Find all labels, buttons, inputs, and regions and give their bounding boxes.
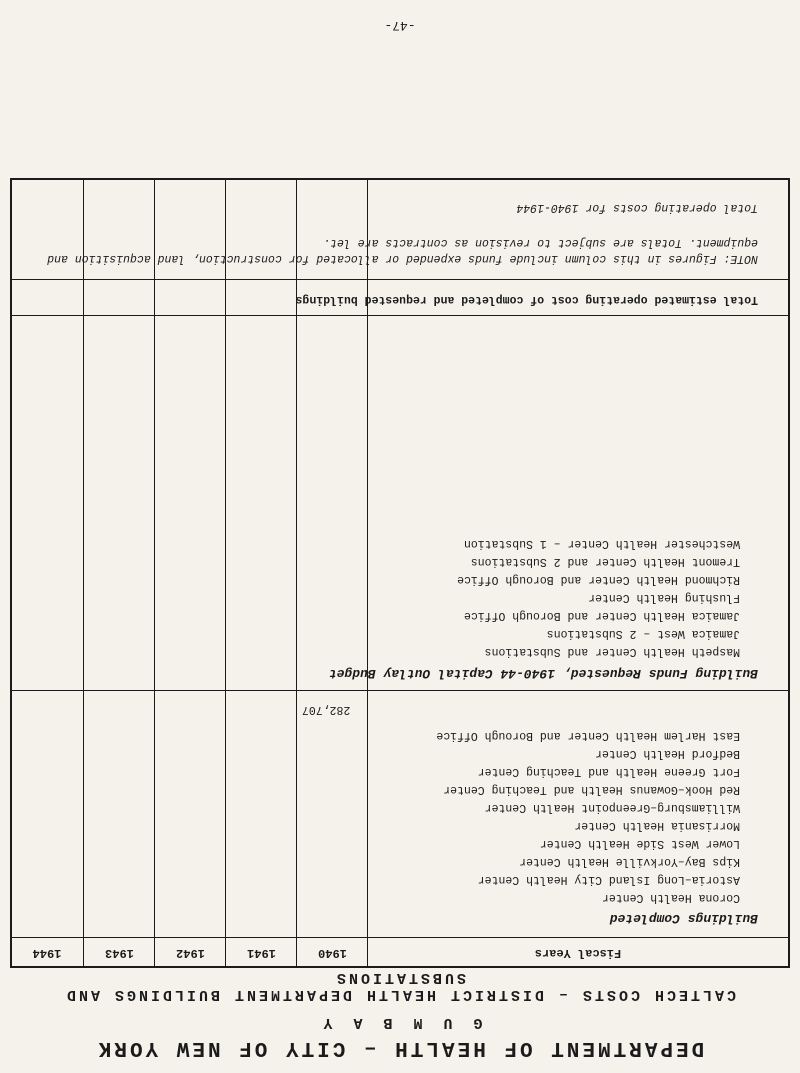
column-header: Fiscal Years xyxy=(534,946,622,960)
table-row-label: Flushing Health Center xyxy=(588,591,740,604)
column-header: 1942 xyxy=(176,946,205,960)
table-row-label: Jamaica West – 2 Substations xyxy=(546,627,740,640)
table-header-rule xyxy=(12,937,788,938)
table-row-label: Richmond Health Center and Borough Office xyxy=(457,573,740,586)
column-divider xyxy=(225,180,226,966)
table-row-label: Red Hook–Gowanus Health and Teaching Center xyxy=(443,783,740,796)
table-row-label: Westchester Health Center – 1 Substation xyxy=(463,537,740,550)
table-row-label: Williamsburg–Greenpoint Health Center xyxy=(484,801,740,814)
column-header: 1944 xyxy=(32,946,62,960)
note-rule xyxy=(12,279,788,280)
column-header: 1943 xyxy=(105,946,134,960)
document-heading: CALTECH COSTS – DISTRICT HEALTH DEPARTMENT BUILDINGS AND SUBSTATIONS xyxy=(63,969,737,1003)
column-divider xyxy=(154,180,155,966)
section-rule xyxy=(12,690,788,691)
column-header: 1940 xyxy=(318,946,347,960)
table-row-label: Maspeth Health Center and Substations xyxy=(484,645,740,658)
table-row-label: Bedford Health Center xyxy=(595,747,740,760)
document-subtitle: G U M B A Y xyxy=(317,1014,483,1031)
table-row-label: East Harlem Health Center and Borough Office xyxy=(436,729,740,742)
table-row-label: Tremont Health Center and 2 Substations xyxy=(470,555,740,568)
cost-table xyxy=(10,178,790,968)
column-header: 1941 xyxy=(247,946,276,960)
total-rule xyxy=(12,315,788,316)
table-row-label: Lower West Side Health Center xyxy=(539,837,740,850)
table-row-label: Kips Bay–Yorkville Health Center xyxy=(519,855,740,868)
page-number: -47- xyxy=(384,18,416,33)
table-row-label: Fort Greene Health and Teaching Center xyxy=(477,765,740,778)
total-row-label: Total estimated operating cost of completed and requested buildings xyxy=(295,293,758,306)
column-divider xyxy=(83,180,84,966)
table-row-label: Morrisania Health Center xyxy=(574,819,740,832)
table-row-label: Jamaica Health Center and Borough Office xyxy=(463,609,740,622)
table-note: NOTE: Figures in this column include funds expended or allocated for construction, land acquisition and equipment. Totals are subject to revision as contracts are let. xyxy=(47,236,758,265)
document-title: DEPARTMENT OF HEALTH – CITY OF NEW YORK xyxy=(95,1036,705,1059)
table-row-label: Corona Health Center xyxy=(601,891,740,904)
table-row-label: Astoria–Long Island City Health Center xyxy=(477,873,740,886)
table-cell-total: 282,707 xyxy=(302,703,351,716)
section-heading: Buildings Completed xyxy=(609,911,758,926)
section-heading: Building Funds Requested, 1940-44 Capital Outlay Budget xyxy=(328,666,758,681)
footer-label: Total operating costs for 1940-1944 xyxy=(516,201,758,214)
